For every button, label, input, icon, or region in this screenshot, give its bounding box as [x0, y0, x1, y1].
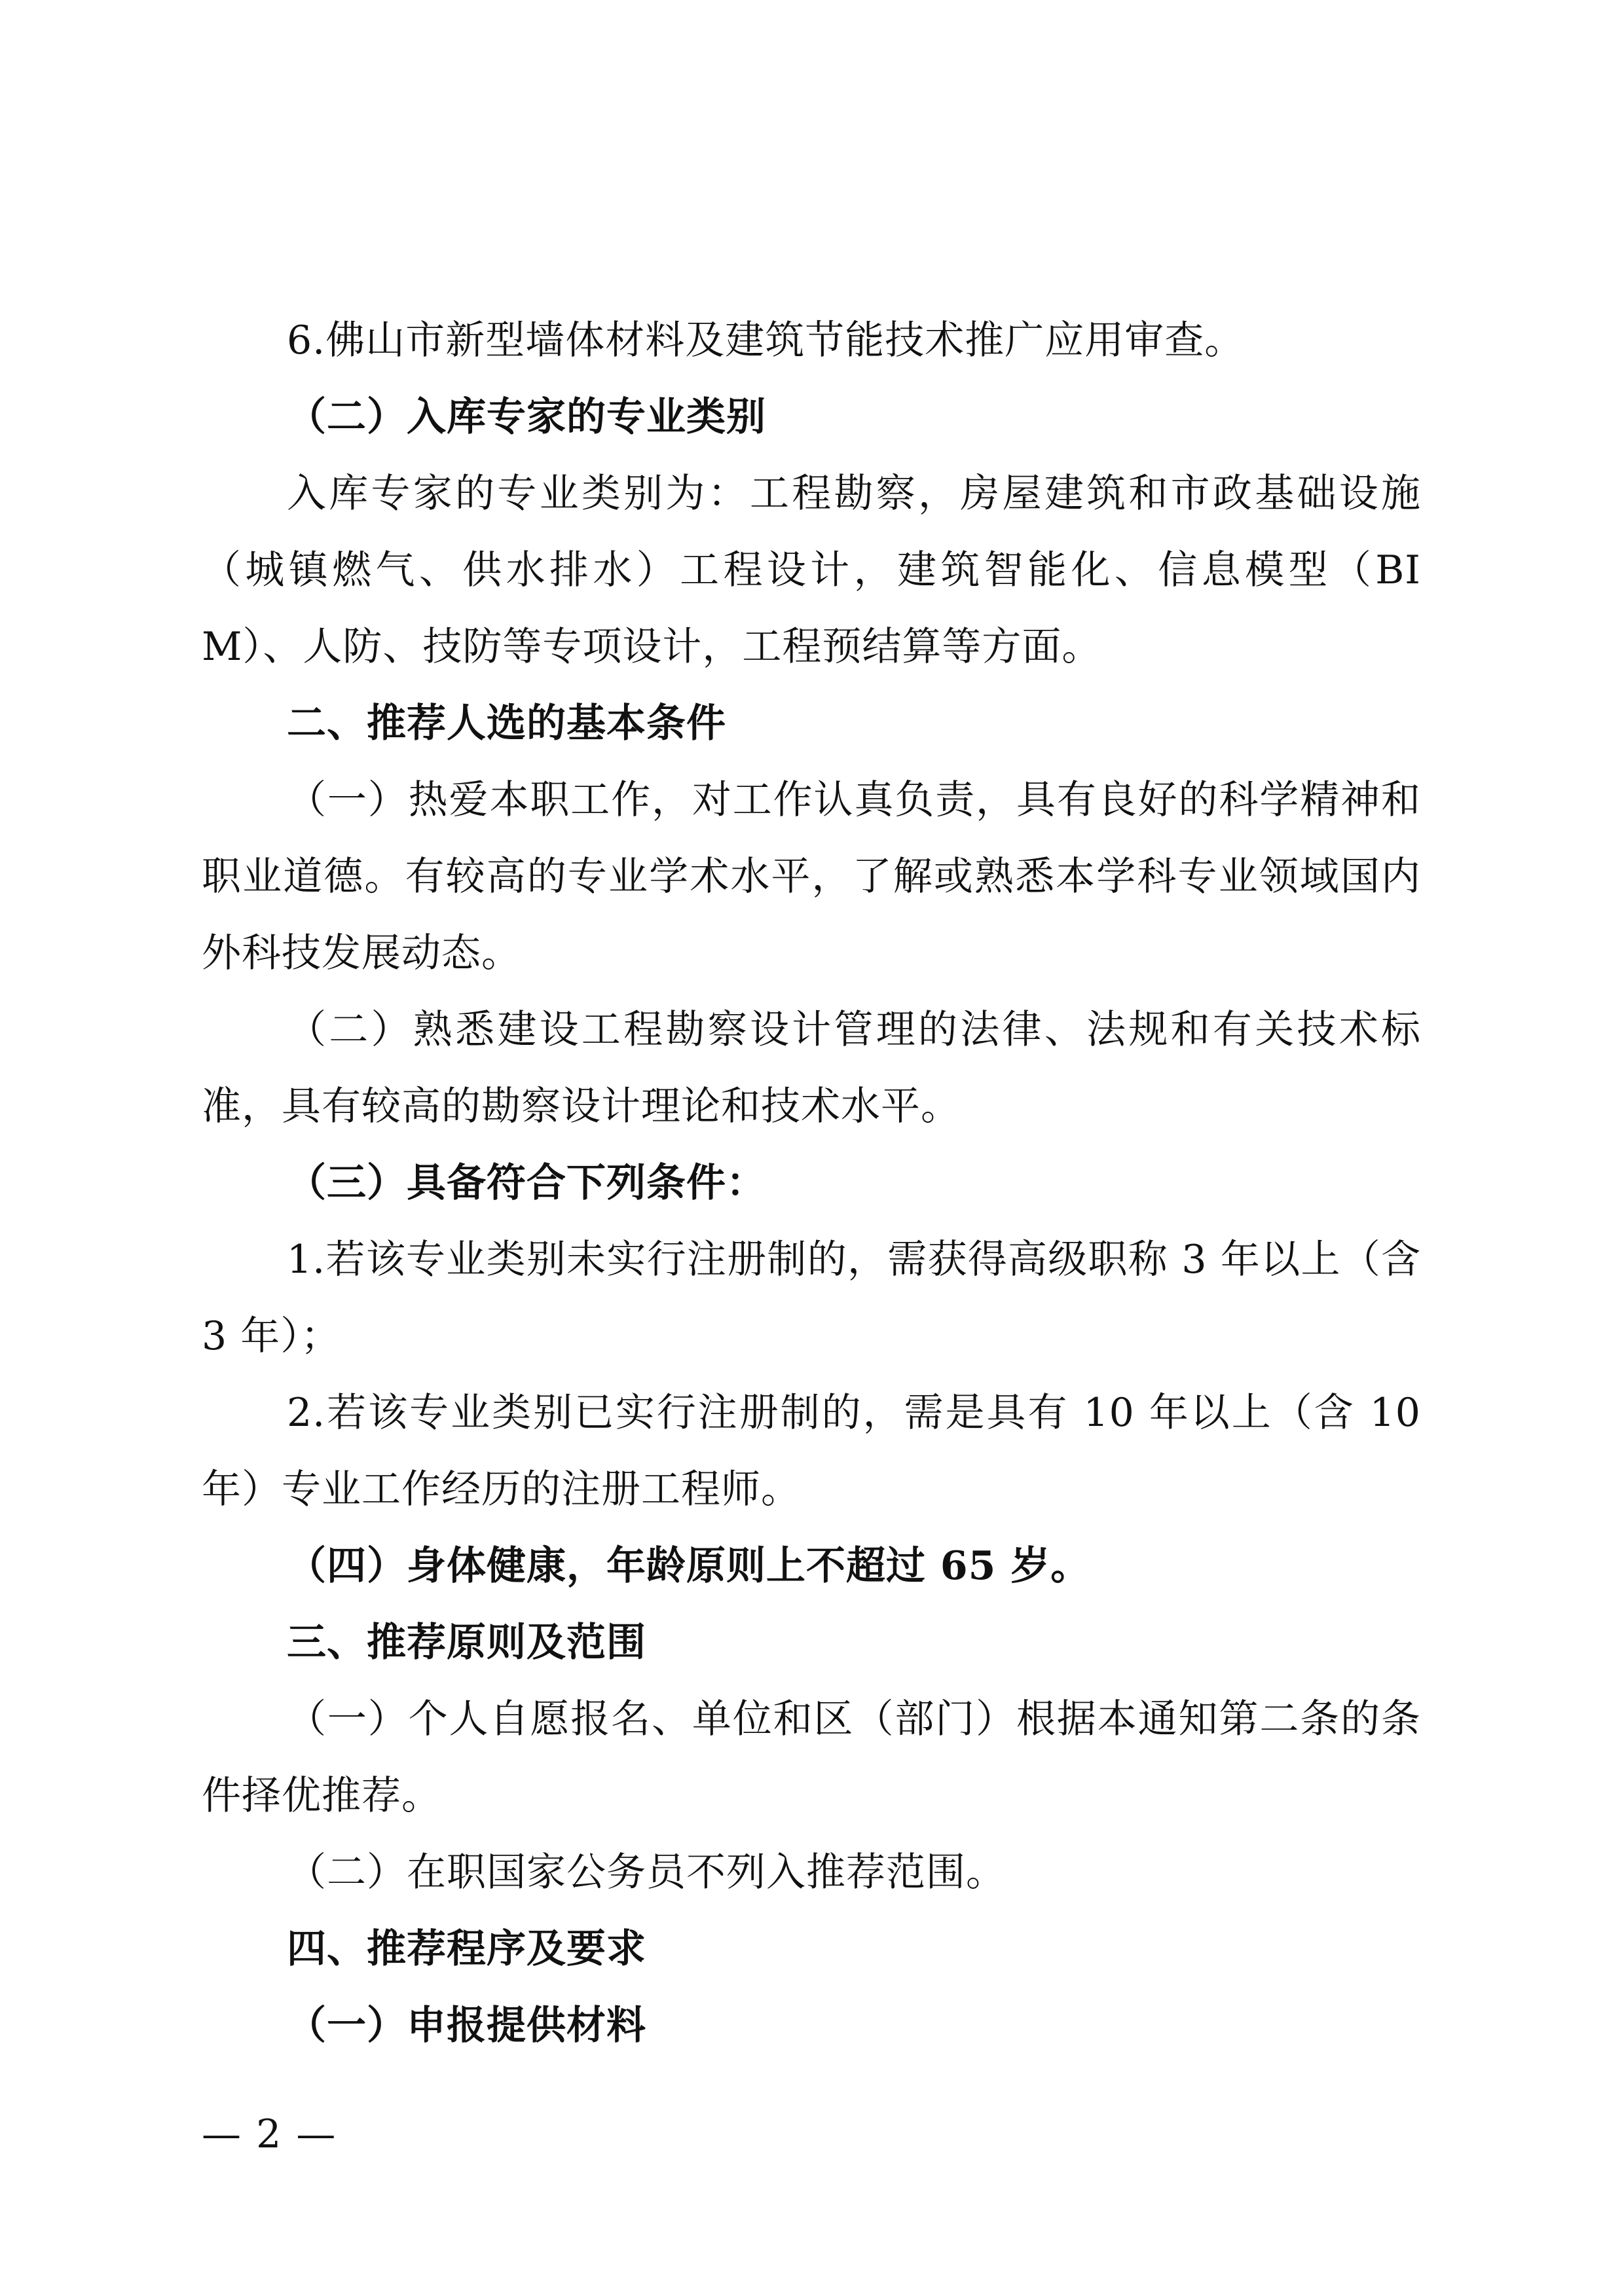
subheading-condition-3: （三）具备符合下列条件： [287, 1160, 766, 1206]
subheading-materials: （一）申报提供材料 [287, 2003, 646, 2049]
section-heading-2: 二、推荐人选的基本条件 [287, 701, 726, 746]
paragraph-condition-2: （二）熟悉建设工程勘察设计管理的法律、法规和有关技术标准，具有较高的勘察设计理论和技术水平。 [202, 1007, 1421, 1129]
document-body [202, 302, 1421, 2064]
subheading-expert-categories: （二）入库专家的专业类别 [287, 394, 766, 440]
paragraph-item-6: 6.佛山市新型墙体材料及建筑节能技术推广应用审查。 [287, 318, 1245, 363]
section-heading-4: 四、推荐程序及要求 [287, 1926, 646, 1972]
paragraph-condition-3-item-1: 1.若该专业类别未实行注册制的，需获得高级职称 3 年以上（含 3 年）； [202, 1237, 1421, 1359]
paragraph-condition-3-item-2: 2.若该专业类别已实行注册制的，需是具有 10 年以上（含 10 年）专业工作经历的注册工程师。 [202, 1390, 1421, 1512]
page-number: — 2 — [202, 2111, 337, 2157]
paragraph-condition-1: （一）热爱本职工作，对工作认真负责，具有良好的科学精神和职业道德。有较高的专业学术水平，了解或熟悉本学科专业领域国内外科技发展动态。 [202, 777, 1421, 976]
paragraph-principle-2: （二）在职国家公务员不列入推荐范围。 [287, 1850, 1006, 1895]
subheading-condition-4: （四）身体健康，年龄原则上不超过 65 岁。 [287, 1543, 1091, 1589]
paragraph-expert-categories: 入库专家的专业类别为：工程勘察，房屋建筑和市政基础设施（城镇燃气、供水排水）工程设计，建筑智能化、信息模型（BIM）、人防、技防等专项设计，工程预结算等方面。 [202, 471, 1421, 670]
paragraph-principle-1: （一）个人自愿报名、单位和区（部门）根据本通知第二条的条件择优推荐。 [202, 1696, 1421, 1819]
section-heading-3: 三、推荐原则及范围 [287, 1620, 646, 1666]
